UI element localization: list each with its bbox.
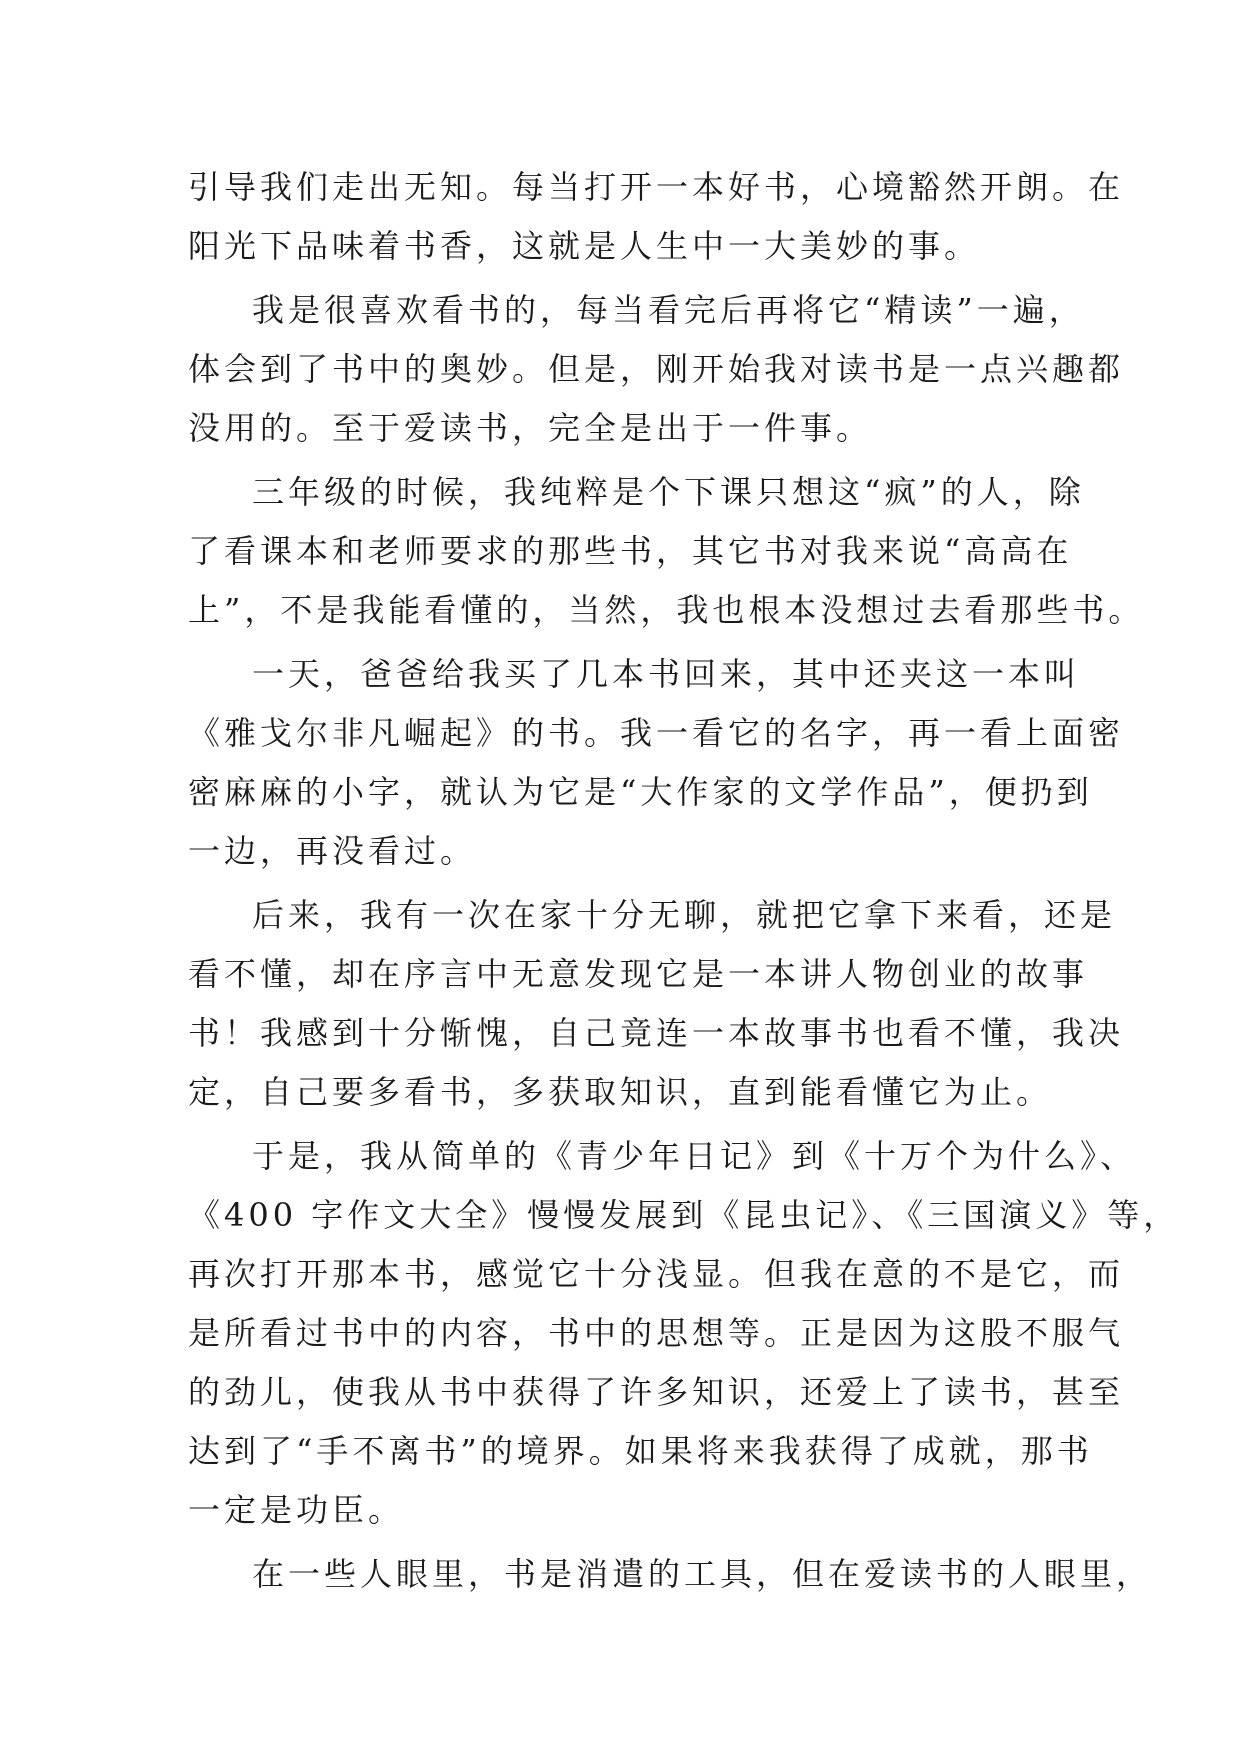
text-line: 《400 字作文大全》慢慢发展到《昆虫记》、《三国演义》等， bbox=[188, 1196, 1180, 1234]
text-line: 引导我们走出无知。每当打开一本好书，心境豁然开朗。在 bbox=[188, 168, 1125, 206]
paragraph-3 bbox=[188, 463, 1145, 640]
text-line: 在一些人眼里，书是消遣的工具，但在爱读书的人眼里， bbox=[252, 1555, 1153, 1593]
paragraph-4 bbox=[188, 645, 1125, 881]
paragraph-1 bbox=[188, 158, 1125, 276]
text-line: 《雅戈尔非凡崛起》的书。我一看它的名字，再一看上面密 bbox=[188, 714, 1125, 752]
text-line: 体会到了书中的奥妙。但是，刚开始我对读书是一点兴趣都 bbox=[188, 350, 1125, 388]
text-line: 书！我感到十分惭愧，自己竟连一本故事书也看不懂，我决 bbox=[188, 1014, 1125, 1052]
text-line: 了看课本和老师要求的那些书，其它书对我来说“高高在 bbox=[188, 532, 1073, 570]
text-line: 的劲儿，使我从书中获得了许多知识，还爱上了读书，甚至 bbox=[188, 1373, 1125, 1411]
text-line: 密麻麻的小字，就认为它是“大作家的文学作品”，便扔到 bbox=[188, 773, 1093, 811]
text-line: 没用的。至于爱读书，完全是出于一件事。 bbox=[188, 409, 873, 447]
paragraph-5 bbox=[188, 886, 1125, 1122]
document-body bbox=[188, 158, 1180, 1604]
text-line: 上”，不是我能看懂的，当然，我也根本没想过去看那些书。 bbox=[188, 591, 1145, 629]
text-line: 是所看过书中的内容，书中的思想等。正是因为这股不服气 bbox=[188, 1314, 1125, 1352]
text-line: 一边，再没看过。 bbox=[188, 832, 477, 870]
paragraph-2 bbox=[188, 281, 1125, 458]
text-line: 一天，爸爸给我买了几本书回来，其中还夹这一本叫 bbox=[252, 655, 1081, 693]
text-line: 定，自己要多看书，多获取知识，直到能看懂它为止。 bbox=[188, 1073, 1053, 1111]
text-line: 阳光下品味着书香，这就是人生中一大美妙的事。 bbox=[188, 227, 981, 265]
text-line: 三年级的时候，我纯粹是个下课只想这“疯”的人，除 bbox=[252, 473, 1085, 511]
text-line: 我是很喜欢看书的，每当看完后再将它“精读”一遍， bbox=[252, 291, 1085, 329]
paragraph-6 bbox=[188, 1127, 1180, 1540]
text-line: 达到了“手不离书”的境界。如果将来我获得了成就，那书 bbox=[188, 1432, 1093, 1470]
paragraph-7 bbox=[188, 1545, 1153, 1604]
text-line: 看不懂，却在序言中无意发现它是一本讲人物创业的故事 bbox=[188, 955, 1089, 993]
text-line: 后来，我有一次在家十分无聊，就把它拿下来看，还是 bbox=[252, 896, 1117, 934]
text-line: 于是，我从简单的《青少年日记》到《十万个为什么》、 bbox=[252, 1137, 1137, 1175]
text-line: 再次打开那本书，感觉它十分浅显。但我在意的不是它，而 bbox=[188, 1255, 1125, 1293]
text-line: 一定是功臣。 bbox=[188, 1491, 405, 1529]
